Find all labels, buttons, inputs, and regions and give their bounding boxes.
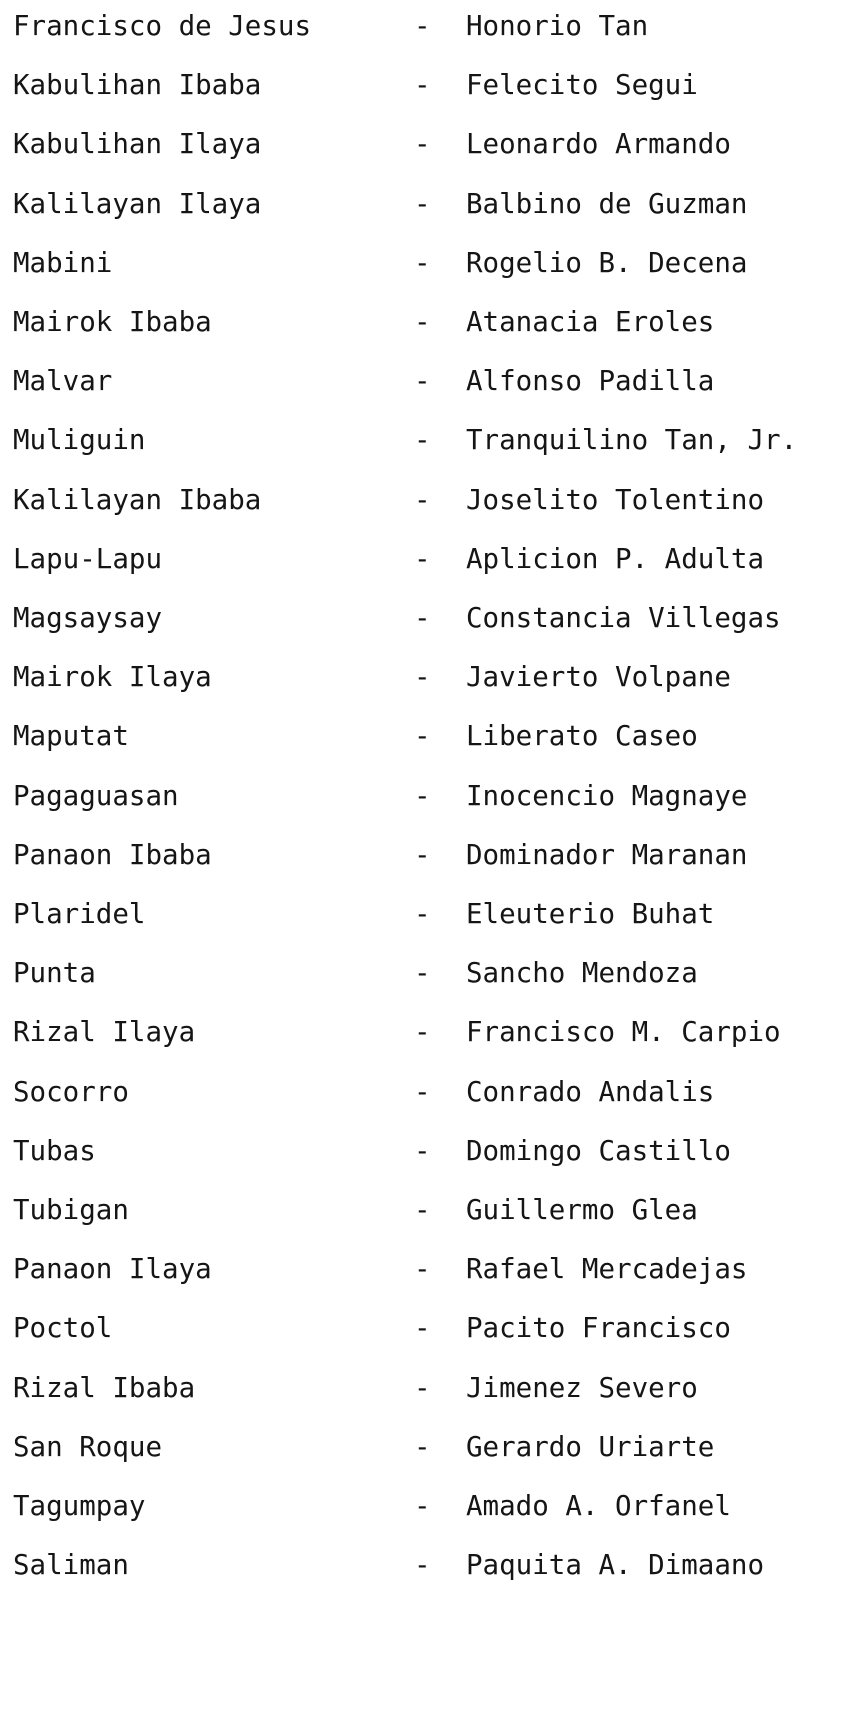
list-row — [0, 1486, 856, 1526]
separator-dash: - — [414, 10, 431, 42]
barangay-name: Kalilayan Ibaba — [13, 483, 262, 516]
separator-dash: - — [414, 1016, 431, 1049]
separator-dash: - — [414, 128, 431, 161]
official-name: Pacito Francisco — [466, 1312, 731, 1345]
barangay-name: Kalilayan Ilaya — [13, 187, 262, 220]
official-name: Domingo Castillo — [466, 1134, 731, 1167]
list-row — [0, 184, 856, 224]
separator-dash: - — [414, 602, 431, 634]
barangay-name: Tubas — [13, 1134, 96, 1167]
barangay-name: Poctol — [13, 1312, 113, 1345]
barangay-name: Panaon Ilaya — [13, 1253, 212, 1286]
list-row — [0, 1545, 856, 1585]
separator-dash: - — [414, 720, 431, 753]
official-name: Alfonso Padilla — [466, 365, 715, 398]
official-name: Eleuterio Buhat — [466, 898, 715, 930]
separator-dash: - — [414, 424, 431, 457]
list-row — [0, 657, 856, 697]
list-row — [0, 1308, 856, 1348]
barangay-name: Francisco de Jesus — [13, 10, 312, 42]
list-row — [0, 539, 856, 579]
list-row — [0, 361, 856, 401]
list-row — [0, 1012, 856, 1052]
official-name: Tranquilino Tan, Jr. — [466, 424, 798, 457]
official-name: Atanacia Eroles — [466, 306, 715, 338]
barangay-name: Kabulihan Ibaba — [13, 69, 262, 102]
separator-dash: - — [414, 1075, 431, 1108]
barangay-name: Kabulihan Ilaya — [13, 128, 262, 161]
separator-dash: - — [414, 1312, 431, 1345]
list-row — [0, 420, 856, 460]
separator-dash: - — [414, 365, 431, 398]
list-row — [0, 894, 856, 934]
list-row — [0, 716, 856, 756]
separator-dash: - — [414, 1194, 431, 1226]
official-name: Leonardo Armando — [466, 128, 731, 161]
list-row — [0, 1131, 856, 1171]
barangay-name: Pagaguasan — [13, 779, 179, 812]
official-name: Joselito Tolentino — [466, 483, 765, 516]
separator-dash: - — [414, 1371, 431, 1404]
official-name: Francisco M. Carpio — [466, 1016, 781, 1049]
barangay-name: Muliguin — [13, 424, 146, 457]
barangay-name: Mairok Ibaba — [13, 306, 212, 338]
separator-dash: - — [414, 1490, 431, 1522]
list-row — [0, 1427, 856, 1467]
official-name: Balbino de Guzman — [466, 187, 748, 220]
barangay-name: Mairok Ilaya — [13, 661, 212, 694]
official-name: Inocencio Magnaye — [466, 779, 748, 812]
barangay-name: Tubigan — [13, 1194, 129, 1226]
barangay-name: Socorro — [13, 1075, 129, 1108]
list-row — [0, 65, 856, 105]
list-row — [0, 776, 856, 816]
list-row — [0, 1190, 856, 1230]
barangay-name: Magsaysay — [13, 602, 163, 634]
list-row — [0, 302, 856, 342]
official-name: Jimenez Severo — [466, 1371, 698, 1404]
barangay-name: Punta — [13, 957, 96, 990]
list-row — [0, 1249, 856, 1289]
separator-dash: - — [414, 898, 431, 930]
barangay-name: Mabini — [13, 246, 113, 279]
official-name: Javierto Volpane — [466, 661, 731, 694]
separator-dash: - — [414, 69, 431, 102]
barangay-name: Malvar — [13, 365, 113, 398]
separator-dash: - — [414, 1549, 431, 1582]
barangay-name: Lapu-Lapu — [13, 542, 163, 575]
list-row — [0, 835, 856, 875]
official-name: Guillermo Glea — [466, 1194, 698, 1226]
official-name: Rogelio B. Decena — [466, 246, 748, 279]
separator-dash: - — [414, 1134, 431, 1167]
separator-dash: - — [414, 779, 431, 812]
official-name: Honorio Tan — [466, 10, 649, 42]
official-name: Dominador Maranan — [466, 838, 748, 871]
official-name: Conrado Andalis — [466, 1075, 715, 1108]
official-name: Liberato Caseo — [466, 720, 698, 753]
barangay-name: Rizal Ilaya — [13, 1016, 196, 1049]
list-row — [0, 953, 856, 993]
separator-dash: - — [414, 187, 431, 220]
separator-dash: - — [414, 1430, 431, 1463]
list-row — [0, 480, 856, 520]
barangay-name: Plaridel — [13, 898, 146, 930]
list-row — [0, 243, 856, 283]
official-name: Sancho Mendoza — [466, 957, 698, 990]
official-name: Felecito Segui — [466, 69, 698, 102]
barangay-name: San Roque — [13, 1430, 163, 1463]
separator-dash: - — [414, 246, 431, 279]
separator-dash: - — [414, 306, 431, 338]
official-name: Gerardo Uriarte — [466, 1430, 715, 1463]
separator-dash: - — [414, 1253, 431, 1286]
separator-dash: - — [414, 838, 431, 871]
official-name: Paquita A. Dimaano — [466, 1549, 765, 1582]
list-row — [0, 6, 856, 46]
list-row — [0, 1072, 856, 1112]
separator-dash: - — [414, 483, 431, 516]
separator-dash: - — [414, 542, 431, 575]
barangay-name: Tagumpay — [13, 1490, 146, 1522]
separator-dash: - — [414, 957, 431, 990]
barangay-name: Rizal Ibaba — [13, 1371, 196, 1404]
official-name: Amado A. Orfanel — [466, 1490, 731, 1522]
list-row — [0, 598, 856, 638]
list-row — [0, 1368, 856, 1408]
official-name: Aplicion P. Adulta — [466, 542, 765, 575]
barangay-name: Saliman — [13, 1549, 129, 1582]
barangay-name: Panaon Ibaba — [13, 838, 212, 871]
barangay-name: Maputat — [13, 720, 129, 753]
official-name: Constancia Villegas — [466, 602, 781, 634]
list-row — [0, 124, 856, 164]
official-name: Rafael Mercadejas — [466, 1253, 748, 1286]
separator-dash: - — [414, 661, 431, 694]
